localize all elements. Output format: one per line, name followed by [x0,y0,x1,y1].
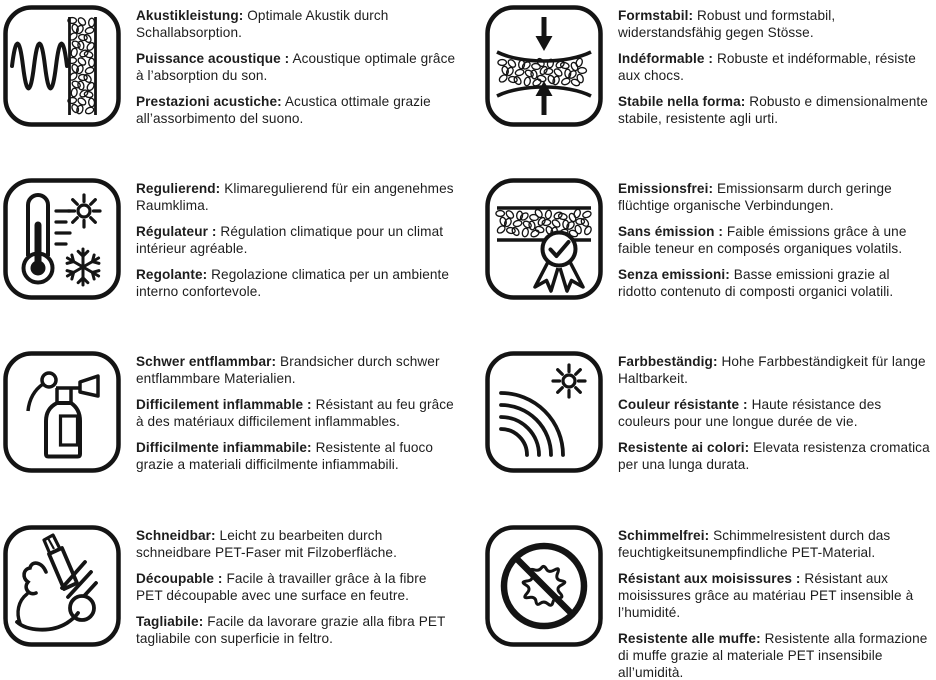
feature-text-fr: Résistant aux moisissures : Résistant aux moisissures grâce au matériau PET insensible à l’humidité. [618,571,914,620]
feature-card-schwer-entflammbar [0,340,468,510]
feature-text-fr: Couleur résistante : Haute résistance des couleurs pour une longue durée de vie. [618,397,882,429]
feature-text-de: Schneidbar: Leicht zu bearbeiten durch schneidbare PET-Faser mit Filzoberfläche. [136,528,397,560]
feature-text-it: Resistente ai colori: Elevata resistenza cromatica per una lunga durata. [618,440,930,472]
fire-extinguisher-icon [3,351,121,473]
feature-text-it: Stabile nella forma: Robusto e dimensionalmente stabile, resistente agli urti. [618,94,928,126]
low-emission-certificate-icon [485,178,603,300]
feature-text-fr: Puissance acoustique : Acoustique optimale grâce à l’absorption du son. [136,51,456,83]
feature-text-it: Difficilmente infiammabile: Resistente al fuoco grazie a materiali difficilmente infiammabili. [136,440,434,472]
feature-text-it: Resistente alle muffe: Resistente alla formazione di muffe grazie al materiale PET insensibile all’umidità. [618,631,928,680]
feature-text-fr: Indéformable : Robuste et indéformable, résiste aux chocs. [618,51,916,83]
feature-text-fr: Difficilement inflammable : Résistant au feu grâce à des matériaux difficilement inflammables. [136,397,454,429]
feature-text-it: Tagliabile: Facile da lavorare grazie alla fibra PET tagliabile con superficie in feltro. [136,614,446,646]
feature-card-formstabil [468,0,936,170]
feature-card-akustikleistung [0,0,468,170]
no-mold-icon [485,525,603,647]
feature-text-de: Akustikleistung: Optimale Akustik durch Schallabsorption. [136,8,389,40]
feature-text-fr: Régulateur : Régulation climatique pour un climat intérieur agréable. [136,224,444,256]
feature-card-schimmelfrei [468,510,936,680]
hand-cutter-icon [3,525,121,647]
feature-text-it: Senza emissioni: Basse emissioni grazie al ridotto contenuto di composti organici volatili. [618,267,894,299]
feature-text-fr: Sans émission : Faible émissions grâce à une faible teneur en composés organiques volatils. [618,224,907,256]
feature-card-regulierend [0,170,468,340]
feature-text-de: Formstabil: Robust und formstabil, widerstandsfähig gegen Stösse. [618,8,836,40]
compression-resistance-icon [485,5,603,127]
feature-text-it: Prestazioni acustiche: Acustica ottimale grazie all’assorbimento del suono. [136,94,431,126]
feature-text-de: Schwer entflammbar: Brandsicher durch schwer entflammbare Materialien. [136,354,440,386]
feature-text-it: Regolante: Regolazione climatica per un ambiente interno confortevole. [136,267,450,299]
feature-card-farbbestaendig [468,340,936,510]
feature-text-de: Regulierend: Klimaregulierend für ein angenehmes Raumklima. [136,181,454,213]
feature-text-de: Farbbeständig: Hohe Farbbeständigkeit für lange Haltbarkeit. [618,354,926,386]
feature-text-de: Schimmelfrei: Schimmelresistent durch das feuchtigkeitsunempfindliche PET-Material. [618,528,891,560]
sound-absorption-icon [3,5,121,127]
feature-card-emissionsfrei [468,170,936,340]
feature-text-fr: Découpable : Facile à travailler grâce à la fibre PET découpable avec une surface en feutre. [136,571,427,603]
color-fastness-icon [485,351,603,473]
feature-card-schneidbar [0,510,468,680]
feature-text-de: Emissionsfrei: Emissionsarm durch geringe flüchtige organische Verbindungen. [618,181,892,213]
climate-regulation-icon [3,178,121,300]
